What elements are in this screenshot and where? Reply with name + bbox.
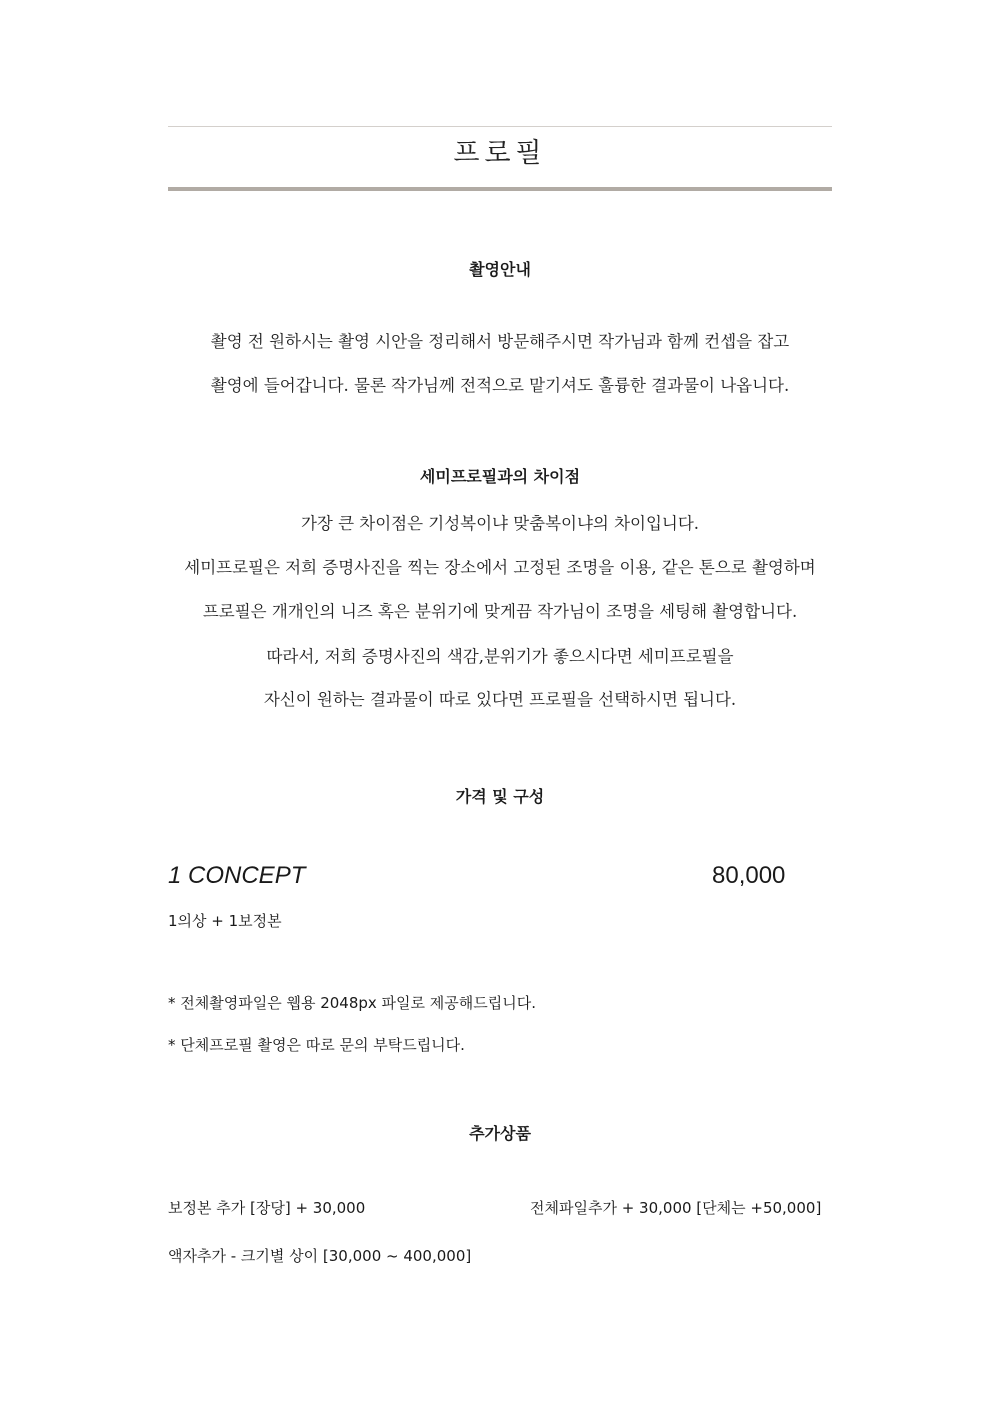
package-description: 1의상 + 1보정본 — [168, 912, 282, 930]
difference-line: 세미프로필은 저희 증명사진을 찍는 장소에서 고정된 조명을 이용, 같은 톤으로 촬영하며 — [184, 558, 816, 577]
package-price: 80,000 — [712, 862, 786, 889]
guide-heading: 촬영안내 — [469, 260, 531, 279]
difference-line: 가장 큰 차이점은 기성복이냐 맞춤복이냐의 차이입니다. — [300, 514, 700, 533]
extra-frame: 액자추가 - 크기별 상이 [30,000 ~ 400,000] — [168, 1247, 472, 1265]
page-title: 프로필 — [453, 138, 547, 169]
guide-line: 촬영에 들어갑니다. 물론 작가님께 전적으로 맡기셔도 훌륭한 결과물이 나옵니다. — [210, 376, 790, 395]
pricing-note: * 전체촬영파일은 웹용 2048px 파일로 제공해드립니다. — [168, 994, 536, 1012]
guide-line: 촬영 전 원하시는 촬영 시안을 정리해서 방문해주시면 작가님과 함께 컨셉을 잡고 — [210, 332, 790, 351]
pricing-note: * 단체프로필 촬영은 따로 문의 부탁드립니다. — [168, 1036, 465, 1054]
pricing-heading: 가격 및 구성 — [455, 787, 545, 806]
difference-line: 프로필은 개개인의 니즈 혹은 분위기에 맞게끔 작가님이 조명을 세팅해 촬영합니다. — [202, 602, 798, 621]
difference-line: 자신이 원하는 결과물이 따로 있다면 프로필을 선택하시면 됩니다. — [263, 690, 737, 709]
extra-all-files: 전체파일추가 + 30,000 [단체는 +50,000] — [530, 1199, 822, 1217]
profile-price-page — [168, 0, 832, 1415]
top-divider — [168, 126, 832, 127]
package-name: 1 CONCEPT — [168, 862, 306, 889]
extras-heading: 추가상품 — [469, 1124, 531, 1143]
extra-retouch: 보정본 추가 [장당] + 30,000 — [168, 1199, 366, 1217]
difference-line: 따라서, 저희 증명사진의 색감,분위기가 좋으시다면 세미프로필을 — [266, 647, 734, 666]
title-underline — [168, 187, 832, 191]
difference-heading: 세미프로필과의 차이점 — [419, 467, 581, 486]
